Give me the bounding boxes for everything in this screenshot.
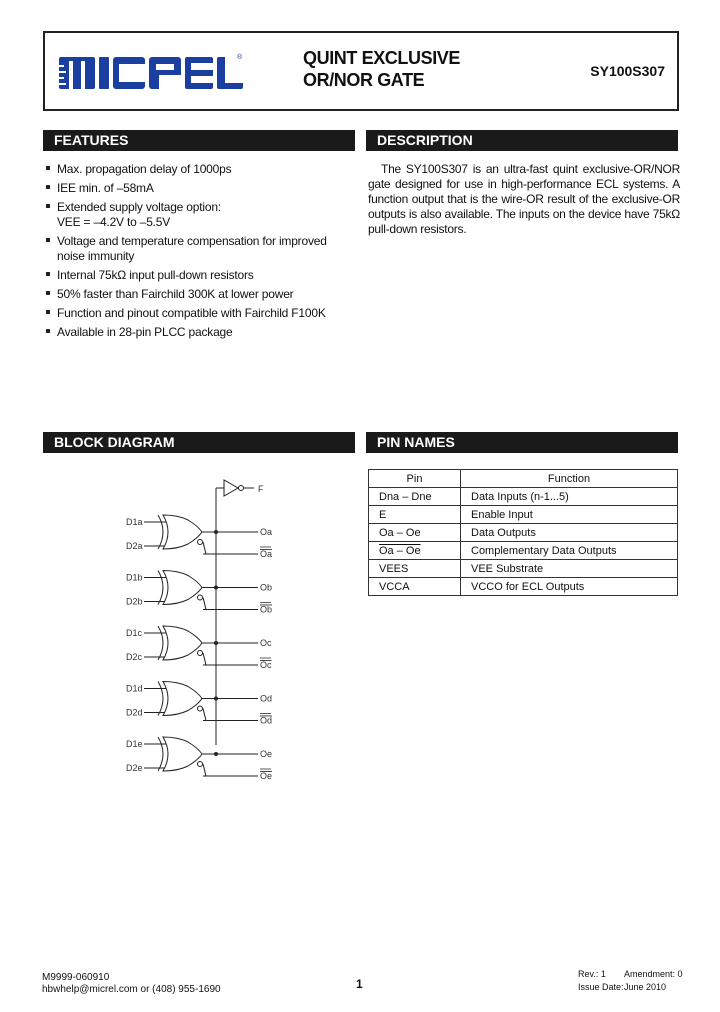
features-heading: FEATURES bbox=[43, 130, 355, 151]
gate-outbar-bend bbox=[203, 542, 206, 554]
function-cell: VCCO for ECL Outputs bbox=[461, 578, 678, 596]
micrel-logo bbox=[59, 53, 243, 91]
gate-input-1-label: D1a bbox=[126, 517, 143, 527]
bus-junction bbox=[214, 752, 218, 756]
pin-cell: E bbox=[369, 506, 461, 524]
pin-cell: Oa – Oe bbox=[369, 542, 461, 560]
function-cell: Enable Input bbox=[461, 506, 678, 524]
gate-outbar-label: Oe bbox=[260, 771, 273, 780]
function-cell: Complementary Data Outputs bbox=[461, 542, 678, 560]
gate-input-2-label: D2b bbox=[126, 596, 143, 607]
feature-item: Function and pinout compatible with Fairchild F100K bbox=[46, 306, 358, 321]
xor-input-arc bbox=[158, 626, 163, 660]
pin-cell: VEES bbox=[369, 560, 461, 578]
footer-right bbox=[578, 968, 683, 994]
document-title bbox=[303, 47, 460, 91]
title-line-2: OR/NOR GATE bbox=[303, 70, 425, 90]
gate-output-label: Oc bbox=[260, 638, 272, 648]
gate-output-label: Ob bbox=[260, 582, 273, 593]
footer-left bbox=[42, 972, 221, 996]
function-cell: Data Inputs (n-1...5) bbox=[461, 488, 678, 506]
description-text: The SY100S307 is an ultra-fast quint exclusive-OR/NOR gate designed for use in high-performance ECL systems. A function output that is the wire-OR result of the exclusive-OR outputs is also available. The inputs on the device have 75kΩ pull-down resistors. bbox=[368, 162, 680, 236]
gate-outbar-bend bbox=[203, 709, 206, 721]
gate-input-2-label: D2d bbox=[126, 707, 143, 718]
xor-gate-body bbox=[163, 682, 202, 716]
table-header-row bbox=[369, 470, 678, 488]
gate-input-2-label: D2a bbox=[126, 541, 143, 551]
gate-outbar-label: Oc bbox=[260, 660, 272, 670]
block-diagram bbox=[118, 470, 288, 780]
micrel-logo-graphic bbox=[59, 53, 243, 91]
output-f-label: F bbox=[258, 484, 264, 494]
gate-input-1-label: D1e bbox=[126, 739, 143, 749]
feature-item: 50% faster than Fairchild 300K at lower power bbox=[46, 287, 358, 302]
inverted-output-bubble bbox=[198, 540, 203, 545]
title-line-1: QUINT EXCLUSIVE bbox=[303, 48, 461, 68]
xor-gate bbox=[126, 571, 272, 615]
gate-outbar-bend bbox=[203, 764, 206, 776]
feature-item: Available in 28-pin PLCC package bbox=[46, 325, 358, 340]
gate-output-label: Oe bbox=[260, 749, 273, 759]
description-heading: DESCRIPTION bbox=[366, 130, 678, 151]
xor-input-arc bbox=[158, 737, 163, 771]
pin-cell: VCCA bbox=[369, 578, 461, 596]
column-header-pin: Pin bbox=[369, 470, 461, 488]
features-list bbox=[46, 162, 358, 344]
xor-gate-body bbox=[163, 571, 202, 605]
xor-gate bbox=[126, 626, 272, 670]
feature-item: Extended supply voltage option: VEE = –4.2V to –5.5V bbox=[46, 200, 358, 230]
gate-input-2-label: D2c bbox=[126, 652, 143, 662]
gate-outbar-bend bbox=[203, 598, 206, 610]
inverted-output-bubble bbox=[198, 762, 203, 767]
feature-item: Voltage and temperature compensation for improved noise immunity bbox=[46, 234, 358, 264]
gate-outbar-label: Ob bbox=[260, 604, 273, 615]
xor-input-arc bbox=[158, 682, 163, 716]
table-row bbox=[369, 578, 678, 596]
table-row bbox=[369, 542, 678, 560]
gate-outbar-label: Od bbox=[260, 715, 273, 726]
gate-output-label: Oa bbox=[260, 527, 273, 537]
pin-cell: Dna – Dne bbox=[369, 488, 461, 506]
bus-junction bbox=[214, 530, 218, 534]
gate-outbar-bend bbox=[203, 653, 206, 665]
xor-gate-body bbox=[163, 515, 202, 549]
pin-names-table bbox=[368, 469, 678, 596]
gate-input-1-label: D1b bbox=[126, 572, 143, 583]
xor-gate bbox=[126, 682, 272, 726]
contact-info: hbwhelp@micrel.com or (408) 955-1690 bbox=[42, 984, 221, 995]
bus-junction bbox=[214, 586, 218, 590]
function-cell: Data Outputs bbox=[461, 524, 678, 542]
page-number: 1 bbox=[356, 977, 363, 991]
doc-number: M9999-060910 bbox=[42, 972, 110, 983]
part-number: SY100S307 bbox=[590, 63, 665, 79]
column-header-function: Function bbox=[461, 470, 678, 488]
xor-gate-body bbox=[163, 737, 202, 771]
table-row bbox=[369, 488, 678, 506]
xor-input-arc bbox=[158, 515, 163, 549]
gate-output-label: Od bbox=[260, 693, 273, 704]
revision-label: Rev.: 1 bbox=[578, 969, 606, 979]
gate-outbar-label: Oa bbox=[260, 549, 273, 559]
feature-item: Max. propagation delay of 1000ps bbox=[46, 162, 358, 177]
xor-gate bbox=[126, 737, 272, 780]
xor-gate-body bbox=[163, 626, 202, 660]
inverted-output-bubble bbox=[198, 706, 203, 711]
gate-input-1-label: D1d bbox=[126, 683, 143, 694]
issue-row bbox=[578, 981, 683, 994]
bus-junction bbox=[214, 641, 218, 645]
table-row bbox=[369, 560, 678, 578]
inverted-output-bubble bbox=[198, 595, 203, 600]
pin-names-heading: PIN NAMES bbox=[366, 432, 678, 453]
gate-input-2-label: D2e bbox=[126, 763, 143, 773]
feature-item: Internal 75kΩ input pull-down resistors bbox=[46, 268, 358, 283]
pin-cell: Oa – Oe bbox=[369, 524, 461, 542]
issue-date: June 2010 bbox=[624, 982, 667, 992]
block-diagram-heading: BLOCK DIAGRAM bbox=[43, 432, 355, 453]
bus-junction bbox=[214, 697, 218, 701]
table-row bbox=[369, 506, 678, 524]
xor-gate bbox=[126, 515, 272, 559]
inverted-output-bubble bbox=[198, 651, 203, 656]
gate-input-1-label: D1c bbox=[126, 628, 143, 638]
revision-row bbox=[578, 968, 683, 981]
block-diagram-svg bbox=[118, 470, 288, 780]
issue-label: Issue Date: bbox=[578, 982, 624, 992]
header-box bbox=[43, 31, 679, 111]
amendment-label: Amendment: 0 bbox=[624, 969, 683, 979]
table-row bbox=[369, 524, 678, 542]
svg-text:®: ® bbox=[237, 54, 243, 61]
xor-input-arc bbox=[158, 571, 163, 605]
feature-item: IEE min. of –58mA bbox=[46, 181, 358, 196]
function-cell: VEE Substrate bbox=[461, 560, 678, 578]
